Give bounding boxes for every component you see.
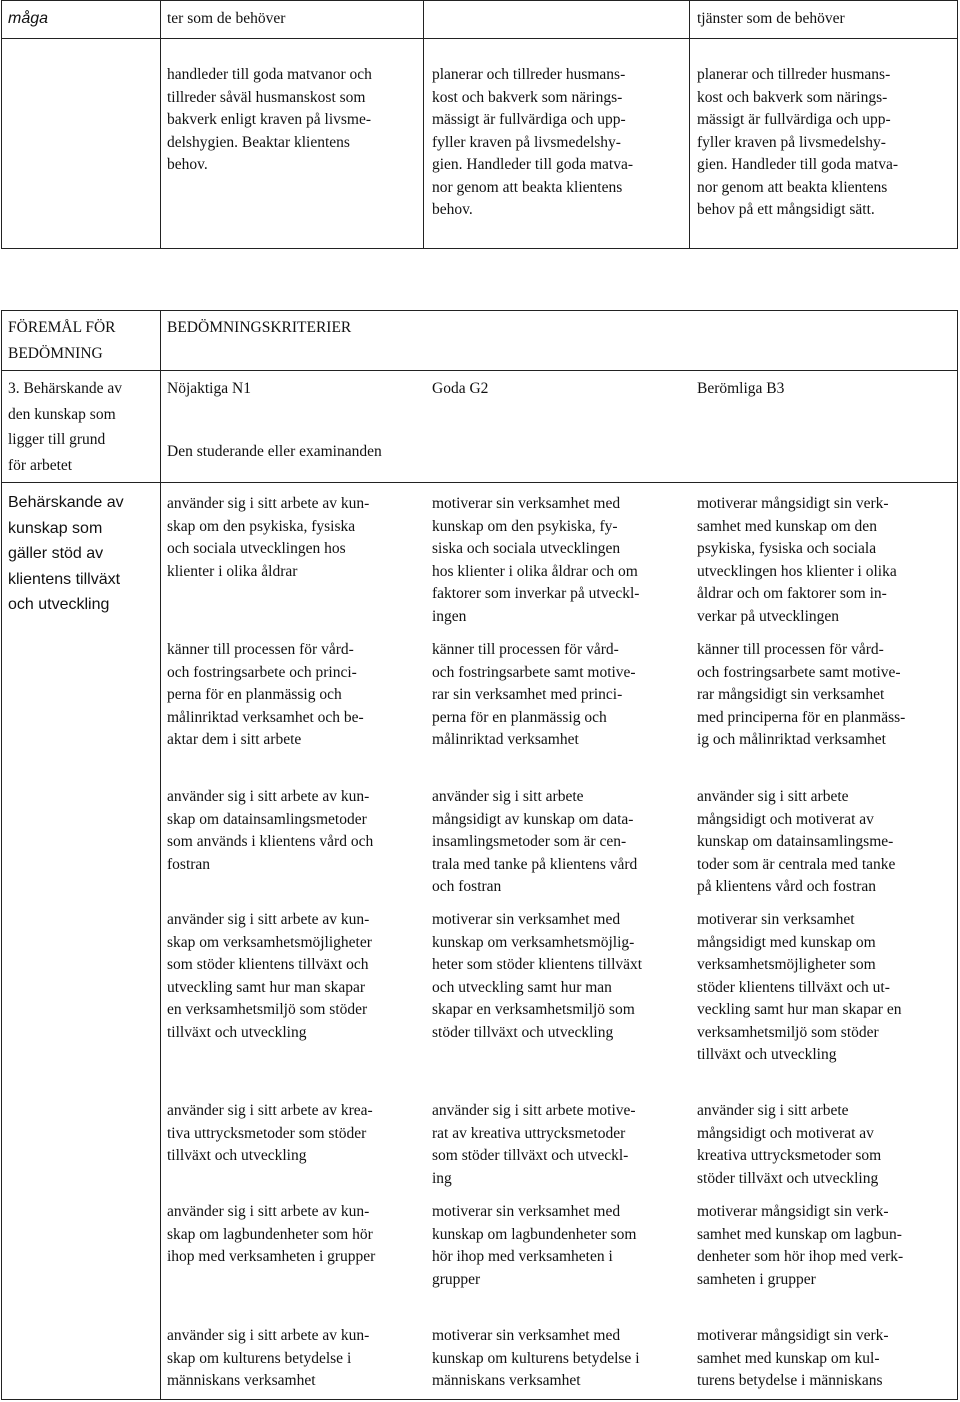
b3r1-n1: använder sig i sitt arbete av krea- tiva uttrycksmetoder som stöder tillväxt och utveckling <box>167 1102 373 1164</box>
grade-n1: Nöjaktiga N1 <box>167 380 251 397</box>
b3r1-g2: använder sig i sitt arbete motive- rat av kreativa uttrycksmetoder som stöder tillväxt och utveckl- ing <box>432 1102 636 1187</box>
criteria-header: BEDÖMNINGSKRITERIER <box>167 319 352 336</box>
b3r2-n1: använder sig i sitt arbete av kun- skap om lagbundenheter som hör ihop med verksamheten i grupper <box>167 1203 376 1265</box>
b1r2-b3: känner till processen för vård- och fostringsarbete samt motive- rar mångsidigt sin verksamhet med principerna för en planmäss- ig och målinriktad verksamhet <box>697 641 906 748</box>
top-header-col4: tjänster som de behöver <box>697 10 845 27</box>
top-header-col1: måga <box>8 10 49 27</box>
top-cell-col2: handleder till goda matvanor och tillreder såväl husmanskost som bakverk enligt kraven på livsme- delshygien. Beaktar klientens behov. <box>167 66 372 173</box>
b3r2-b3: motiverar mångsidigt sin verk- samhet med kunskap om lagbun- denheter som hör ihop med verk- samheten i grupper <box>697 1203 904 1288</box>
b1r1-g2: motiverar sin verksamhet med kunskap om den psykiska, fy- siska och sociala utvecklingen hos klienter i olika åldrar och om faktorer som inverkar på utveckl- ingen <box>432 495 640 625</box>
b3r2-g2: motiverar sin verksamhet med kunskap om lagbundenheter som hör ihop med verksamheten i grupper <box>432 1203 637 1288</box>
b4r1-g2: motiverar sin verksamhet med kunskap om kulturens betydelse i människans verksamhet <box>432 1327 640 1389</box>
b2r1-b3: använder sig i sitt arbete mångsidigt och motiverat av kunskap om datainsamlingsme- toder som är centrala med tanke på klientens vård och fostran <box>697 788 896 895</box>
grade-b3: Berömliga B3 <box>697 380 785 397</box>
b3r1-b3: använder sig i sitt arbete mångsidigt och motiverat av kreativa uttrycksmetoder som stöder tillväxt och utveckling <box>697 1102 882 1187</box>
b4r1-b3: motiverar mångsidigt sin verk- samhet med kunskap om kul- turens betydelse i människans <box>697 1327 889 1389</box>
top-table-header-rule <box>1 38 958 39</box>
student-label: Den studerande eller examinanden <box>167 443 382 460</box>
b2r2-b3: motiverar sin verksamhet mångsidigt med kunskap om verksamhetsmöjligheter som stöder klientens tillväxt och ut- veckling samt hur man skapar en verksamhetsmiljö som stöder tillväxt och utveckling <box>697 911 902 1063</box>
top-cell-col3: planerar och tillreder husmans- kost och bakverk som närings- mässigt är fullvärdiga och upp- fyller kraven på livsmedelshy- gien. Handleder till goda matva- nor genom att beakta klientens behov. <box>432 66 634 218</box>
b1r2-n1: känner till processen för vård- och fostringsarbete och princi- perna för en planmässig och målinriktad verksamhet och be- aktar dem i sitt arbete <box>167 641 364 748</box>
main-table-target-rule <box>1 482 958 483</box>
b2r2-g2: motiverar sin verksamhet med kunskap om verksamhetsmöjlig- heter som stöder klientens tillväxt och utveckling samt hur man skapar en verksamhetsmiljö som stöder tillväxt och utveckling <box>432 911 643 1041</box>
b1r1-b3: motiverar mångsidigt sin verk- samhet med kunskap om den psykiska, fysiska och sociala utvecklingen hos klienter i olika åldrar och om faktorer som in- verkar på utvecklingen <box>697 495 897 625</box>
target-label: 3. Behärskande av den kunskap som ligger till grund för arbetet <box>8 380 123 474</box>
b1r1-n1: använder sig i sitt arbete av kun- skap om den psykiska, fysiska och sociala utvecklingen hos klienter i olika åldrar <box>167 495 370 580</box>
top-cell-col4: planerar och tillreder husmans- kost och bakverk som närings- mässigt är fullvärdiga och upp- fyller kraven på livsmedelshy- gien. Handleder till goda matva- nor genom att beakta klientens behov på ett mångsidigt sätt. <box>697 66 899 218</box>
grade-g2: Goda G2 <box>432 380 489 397</box>
subtarget-label: Behärskande av kunskap som gäller stöd av klientens tillväxt och utveckling <box>8 494 124 613</box>
main-table-header-rule <box>1 370 958 371</box>
b2r1-n1: använder sig i sitt arbete av kun- skap om datainsamlingsmetoder som används i klientens vård och fostran <box>167 788 374 873</box>
b4r1-n1: använder sig i sitt arbete av kun- skap om kulturens betydelse i människans verksamhet <box>167 1327 370 1389</box>
criteria-target-header: FÖREMÅL FÖR BEDÖMNING <box>8 319 116 362</box>
b2r1-g2: använder sig i sitt arbete mångsidigt av kunskap om data- insamlingsmetoder som är cen- trala med tanke på klientens vård och fostran <box>432 788 638 895</box>
b1r2-g2: känner till processen för vård- och fostringsarbete samt motive- rar sin verksamhet med princi- perna för en planmässig och målinriktad verksamhet <box>432 641 636 748</box>
main-table-divider <box>160 310 161 1400</box>
top-header-col2: ter som de behöver <box>167 10 286 27</box>
b2r2-n1: använder sig i sitt arbete av kun- skap om verksamhetsmöjligheter som stöder klientens tillväxt och utveckling samt hur man skapar en verksamhetsmiljö som stöder tillväxt och utveckling <box>167 911 372 1041</box>
